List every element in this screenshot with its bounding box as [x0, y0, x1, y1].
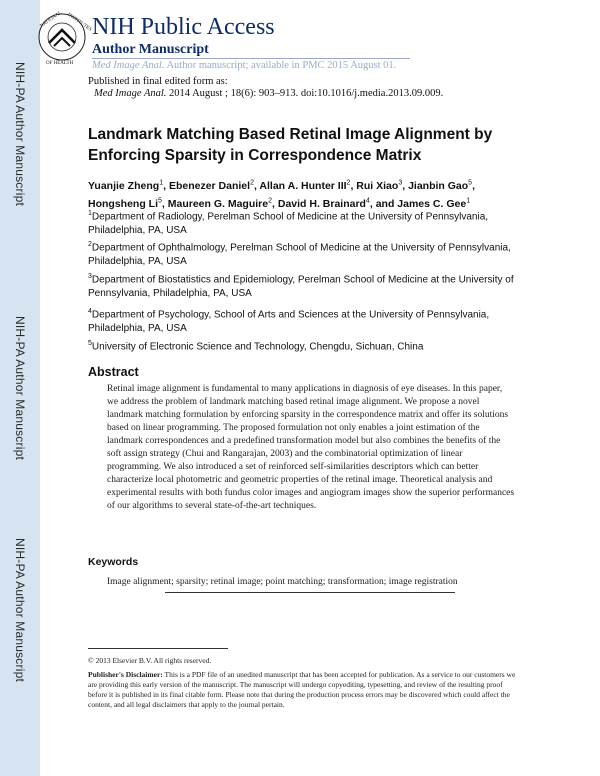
- svg-text:INSTITUTES: INSTITUTES: [66, 12, 93, 33]
- affiliation: $^3$Department of Biostatistics and Epidemiology, Perelman School of Medicine at the University of Pennsylvania, Philadelphia, PA, USA: [88, 273, 514, 300]
- author: David H. Brainard$^4$, and: [277, 197, 398, 210]
- keywords-divider: [165, 592, 455, 593]
- keywords-list: Image alignment; sparsity; retinal image; point matching; transformation; image registration: [107, 577, 458, 587]
- header-divider: [92, 58, 410, 59]
- author: Hongsheng Li$^5$,: [88, 197, 168, 210]
- publisher-disclaimer: Publisher's Disclaimer: This is a PDF file of an unedited manuscript that has been accepted for publication. As a service to our customers we are providing this early version of the manuscript. The manuscript will undergo copyediting, typesetting, and review of the resulting proof before it is published in its final citable form. Please note that during the production process errors may be discovered which could affect the content, and all legal disclaimers that apply to the journal pertain.: [88, 670, 516, 709]
- nih-seal-icon: [36, 10, 93, 66]
- author: Jianbin Gao$^5$,: [408, 179, 475, 192]
- citation-line: Med Image Anal. 2014 August ; 18(6): 903–913. doi:10.1016/j.media.2013.09.009.: [94, 88, 444, 99]
- header-subtitle: Author Manuscript: [92, 42, 209, 57]
- author: Yuanjie Zheng$^1$,: [88, 179, 169, 192]
- author: James C. Gee$^1$: [397, 197, 471, 210]
- abstract-heading: Abstract: [88, 365, 139, 379]
- copyright-line: © 2013 Elsevier B.V. All rights reserved.: [88, 656, 212, 665]
- published-in-label: Published in final edited form as:: [88, 76, 228, 87]
- affiliation: $^4$Department of Psychology, School of Arts and Sciences at the University of Pennsylvania, Philadelphia, PA, USA: [88, 308, 490, 335]
- affiliation: $^5$University of Electronic Science and Technology, Chengdu, Sichuan, China: [88, 340, 424, 353]
- availability-line: Med Image Anal. Author manuscript; available in PMC 2015 August 01.: [92, 60, 397, 71]
- author: Rui Xiao$^3$,: [356, 179, 409, 192]
- keywords-heading: Keywords: [88, 556, 139, 568]
- svg-text:NATIONAL: NATIONAL: [39, 10, 63, 30]
- footnote-divider: [88, 648, 228, 649]
- side-banner: NIH-PA Author Manuscript NIH-PA Author Manuscript NIH-PA Author Manuscript: [0, 0, 40, 776]
- author: Maureen G. Maguire$^2$,: [167, 197, 278, 210]
- svg-text:OF HEALTH: OF HEALTH: [46, 61, 74, 66]
- paper-title: Landmark Matching Based Retinal Image Alignment by Enforcing Sparsity in Correspondence Matrix: [88, 126, 493, 164]
- affiliation: $^1$Department of Radiology, Perelman School of Medicine at the University of Pennsylvania, Philadelphia, PA, USA: [88, 210, 489, 237]
- author: Ebenezer Daniel$^2$,: [168, 179, 260, 192]
- header-title: NIH Public Access: [92, 14, 275, 40]
- affiliation: $^2$Department of Ophthalmology, Perelman School of Medicine at the University of Pennsylvania, Philadelphia, PA, USA: [88, 241, 511, 268]
- abstract-body: Retinal image alignment is fundamental to many applications in diagnosis of eye diseases. In this paper, we address the problem of landmark matching based retinal image alignment. We propose a novel landmark matching formulation by enforcing sparsity in the correspondence matrix and offer its solutions based on linear programming. The proposed formulation not only enables a joint estimation of the landmark correspondences and a predefined transformation model but also combines the benefits of the soft assign strategy (Chui and Rangarajan, 2003) and the combinatorial optimization of linear programming. We also introduced a set of reinforced self-similarities descriptors which can better characterize local photometric and geometric properties of the retinal image. Theoretical analysis and experimental results with both fundus color images and angiogram images show the superior performances of our algorithms to several state-of-the-art techniques.: [107, 384, 515, 511]
- author: Allan A. Hunter III$^2$,: [259, 179, 357, 192]
